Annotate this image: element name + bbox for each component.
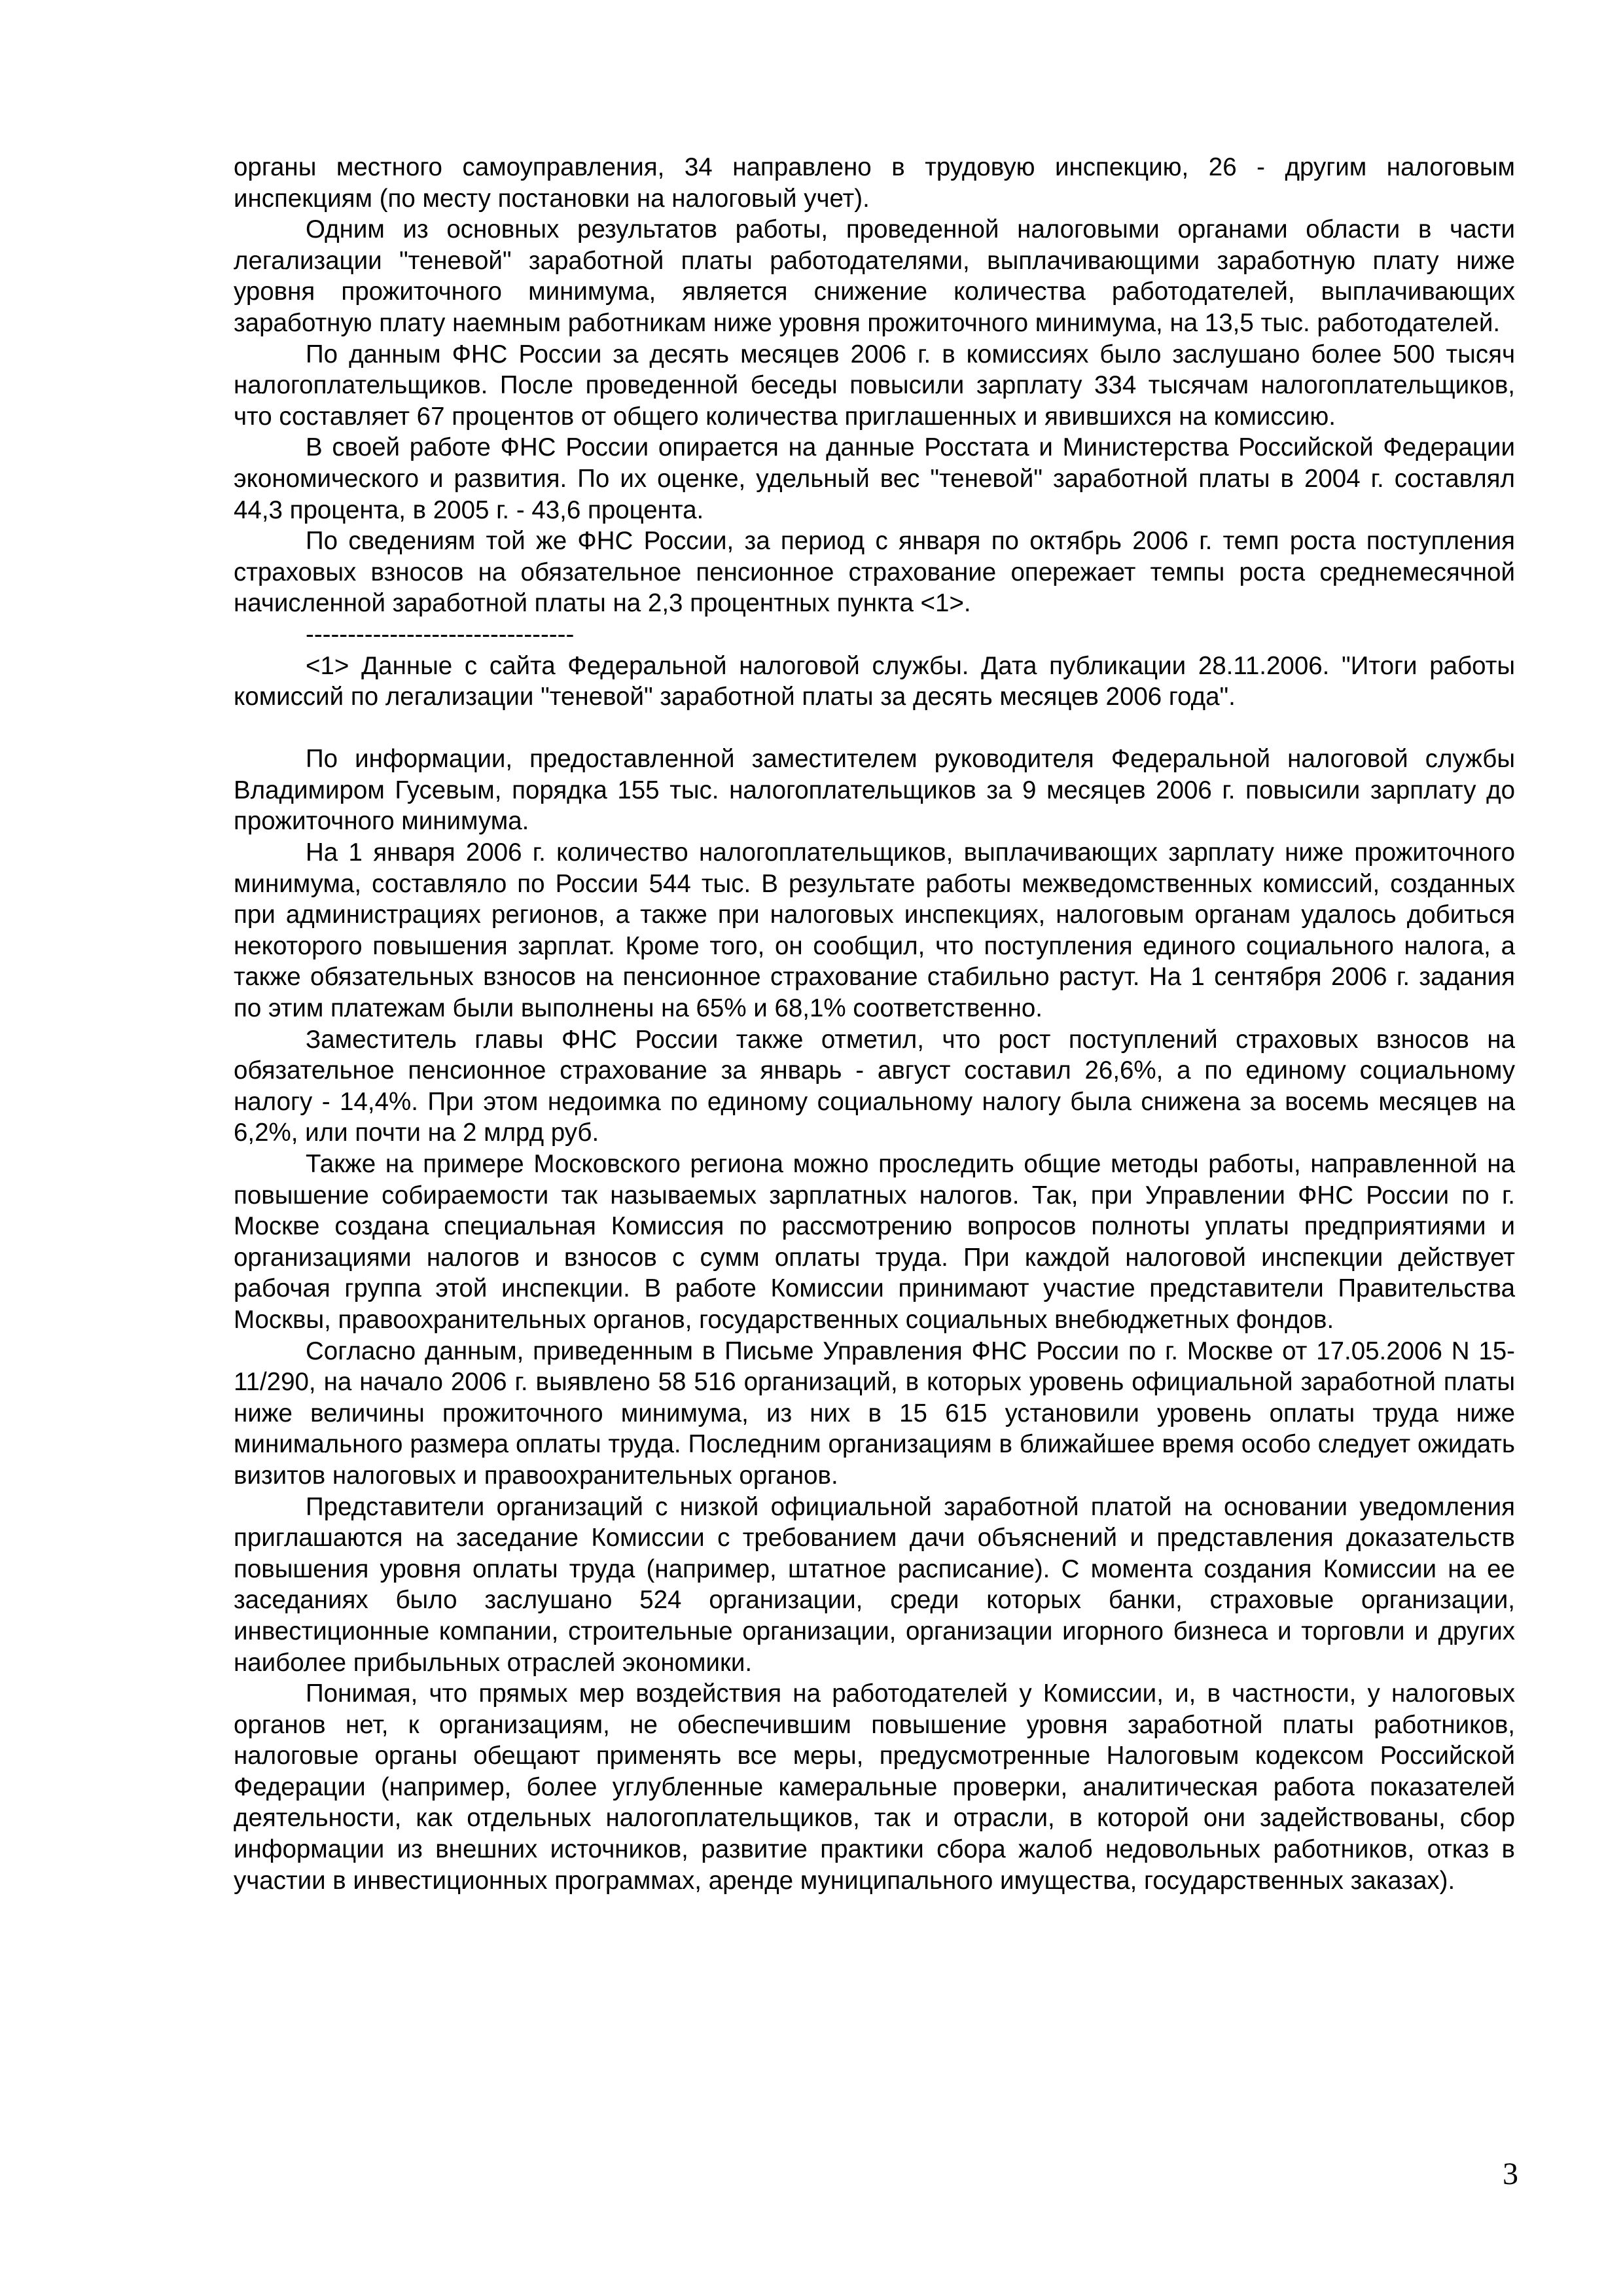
paragraph-enforcement-measures: Понимая, что прямых мер воздействия на работодателей у Комиссии, и, в частности, у налоговых органов нет, к организациям, не обеспечившим повышение уровня заработной платы работников, налоговые органы обещают применять все меры, предусмотренные Налоговым кодексом Российской Федерации (например, более углубленные камеральные проверки, аналитическая работа показателей деятельности, как отдельных налогоплательщиков, так и отрасли, в которой они задействованы, сбор информации из внешних источников, развитие практики сбора жалоб недовольных работников, отказ в участии в инвестиционных программах, аренде муниципального имущества, государственных заказах). — [234, 1679, 1515, 1895]
paragraph-fns-commissions: По данным ФНС России за десять месяцев 2006 г. в комиссиях было заслушано более 500 тысяч налогоплательщиков. После проведенной беседы повысили зарплату 334 тысячам налогоплательщиков, что составляет 67 процентов от общего количества приглашенных и явившихся на комиссию. — [234, 340, 1515, 431]
paragraph-continuation: органы местного самоуправления, 34 направлено в трудовую инспекцию, 26 - другим налоговым инспекциям (по месту постановки на налоговый учет). — [234, 153, 1515, 213]
paragraph-rosstat-estimate: В своей работе ФНС России опирается на данные Росстата и Министерства Российской Федерации экономического и развития. По их оценке, удельный вес "теневой" заработной платы в 2004 г. составлял 44,3 процента, в 2005 г. - 43,6 процента. — [234, 433, 1515, 524]
paragraph-moscow-letter: Согласно данным, приведенным в Письме Управления ФНС России по г. Москве от 17.05.2006 N 15-11/290, на начало 2006 г. выявлено 58 516 организаций, в которых уровень официальной заработной платы ниже величины прожиточного минимума, из них в 15 615 установили уровень оплаты труда ниже минимального размера оплаты труда. Последним организациям в ближайшее время особо следует ожидать визитов налоговых и правоохранительных органов. — [234, 1336, 1515, 1490]
paragraph-regional-results: Одним из основных результатов работы, проведенной налоговыми органами области в части легализации "теневой" заработной платы работодателями, выплачивающими заработную плату ниже уровня прожиточного минимума, является снижение количества работодателей, выплачивающих заработную плату наемным работникам ниже уровня прожиточного минимума, на 13,5 тыс. работодателей. — [234, 215, 1515, 337]
paragraph-insurance-growth: По сведениям той же ФНС России, за период с января по октябрь 2006 г. темп роста поступления страховых взносов на обязательное пенсионное страхование опережает темпы роста среднемесячной начисленной заработной платы на 2,3 процентных пункта <1>. — [234, 527, 1515, 618]
paragraph-deputy-head: Заместитель главы ФНС России также отметил, что рост поступлений страховых взносов на обязательное пенсионное страхование за январь - август составил 26,6%, а по единому социальному налогу - 14,4%. При этом недоимка по единому социальному налогу была снижена за восемь месяцев на 6,2%, или почти на 2 млрд руб. — [234, 1025, 1515, 1147]
footnote: <1> Данные с сайта Федеральной налоговой службы. Дата публикации 28.11.2006. "Итоги работы комиссий по легализации "теневой" заработной платы за десять месяцев 2006 года". — [234, 651, 1515, 711]
paragraph-gusev-info: По информации, предоставленной заместителем руководителя Федеральной налоговой службы Владимиром Гусевым, порядка 155 тыс. налогоплательщиков за 9 месяцев 2006 г. повысили зарплату до прожиточного минимума. — [234, 745, 1515, 836]
paragraph-january-2006: На 1 января 2006 г. количество налогоплательщиков, выплачивающих зарплату ниже прожиточного минимума, составляло по России 544 тыс. В результате работы межведомственных комиссий, созданных при администрациях регионов, а также при налоговых инспекциях, налоговым органам удалось добиться некоторого повышения зарплат. Кроме того, он сообщил, что поступления единого социального налога, а также обязательных взносов на пенсионное страхование стабильно растут. На 1 сентября 2006 г. задания по этим платежам были выполнены на 65% и 68,1% соответственно. — [234, 838, 1515, 1023]
spacer — [234, 713, 1515, 744]
paragraph-moscow-region: Также на примере Московского региона можно проследить общие методы работы, направленной на повышение собираемости так называемых зарплатных налогов. Так, при Управлении ФНС России по г. Москве создана специальная Комиссия по рассмотрению вопросов полноты уплаты предприятиями и организациями налогов и взносов с сумм оплаты труда. При каждой налоговой инспекции действует рабочая группа этой инспекции. В работе Комиссии принимают участие представители Правительства Москвы, правоохранительных органов, государственных социальных внебюджетных фондов. — [234, 1150, 1515, 1334]
page-number: 3 — [1503, 2157, 1518, 2191]
document-page — [234, 152, 1515, 1896]
paragraph-organizations-invited: Представители организаций с низкой официальной заработной платой на основании уведомления приглашаются на заседание Комиссии с требованием дачи объяснений и представления доказательств повышения уровня оплаты труда (например, штатное расписание). С момента создания Комиссии на ее заседаниях было заслушано 524 организации, среди которых банки, страховые организации, инвестиционные компании, строительные организации, организации игорного бизнеса и торговли и других наиболее прибыльных отраслей экономики. — [234, 1492, 1515, 1677]
footnote-rule: -------------------------------- — [306, 620, 575, 649]
